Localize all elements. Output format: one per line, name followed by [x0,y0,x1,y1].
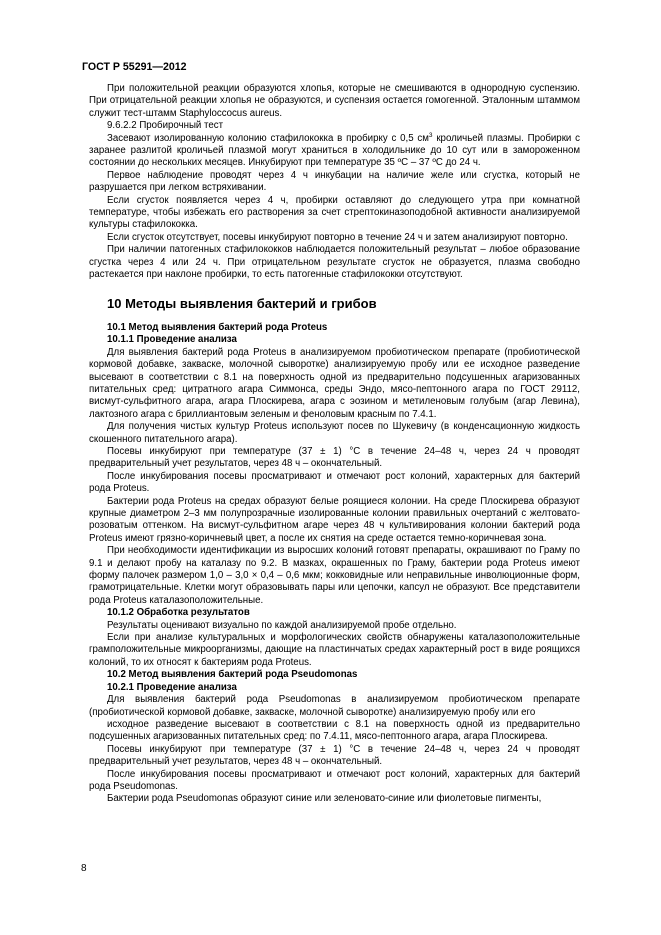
document-body [89,83,580,806]
paragraph: Для получения чистых культур Proteus используют посев по Шукевичу (в конденсационную жидкость скошенного питательного агара). [89,421,580,445]
paragraph: Бактерии рода Pseudomonas образуют синие или зеленовато-синие или фиолетовые пигменты, [107,793,542,805]
paragraph: Если сгусток появляется через 4 ч, пробирки оставляют до следующего утра при комнатной температуре, чтобы избежать его растворения за счет стрептокиназоподобной активности анализируемой культуры стафилококка. [89,194,580,231]
paragraph: После инкубирования посевы просматривают и отмечают рост колоний, характерных для бактерий рода Proteus. [89,470,580,495]
paragraph: Результаты оценивают визуально по каждой анализируемой пробе отдельно. [107,619,457,631]
paragraph: Если сгусток отсутствует, посевы инкубируют повторно в течение 24 ч и затем анализируют повторно. [107,231,568,243]
subsection-heading: 10.2 Метод выявления бактерий рода Pseudomonas [107,669,358,681]
document-header: ГОСТ Р 55291—2012 [82,61,187,73]
paragraph: Для выявления бактерий рода Proteus в анализируемом пробиотическом препарате (пробиотической кормовой добавке, закваске, молочной сыворотке) анализируемую пробу или ее исходное разведение высевают в соответствии с 8.1 на поверхность одной из предварительно подсушенных агаризованных питательных сред: цитратного агара Симмонса, среды Эндо, мясо-пептонного агара по ГОСТ 29112, висмут-сульфитного агара, агара Плоскирева, агара с эозином и метиленовым голубым (агар Левина), лактозного агара с бриллиантовым зеленым и феноловым красным по 7.4.1. [89,346,580,420]
subsection-heading: 10.1.1 Проведение анализа [107,334,237,346]
paragraph: Посевы инкубируют при температуре (37 ± 1) °С в течение 24–48 ч, через 24 ч проводят предварительный учет результатов, через 48 ч – окончательный. [89,445,580,470]
section-heading: 10 Методы выявления бактерий и грибов [107,295,377,311]
subsection-heading: 10.2.1 Проведение анализа [107,681,237,693]
paragraph: При необходимости идентификации из выросших колоний готовят препараты, окрашивают по Граму по 9.1 и делают пробу на каталазу по 9.2. В мазках, окрашенных по Граму, бактерии рода Proteus имеют форму палочек размером 1,0 – 3,0 × 0,4 – 0,6 мкм; кокковидные или неправильные инволюционные форм, грамотрицательные. Клетки могут образовывать пары или цепочки, капсул не образуют. Все представители рода Proteus каталазоположительные. [89,545,580,606]
paragraph [89,133,580,170]
paragraph-text-tail: кроличьей плазмы. Пробирки с заранее разлитой кроличьей плазмой могут храниться в холодильнике до 10 сут или в замороженном состоянии до нескольких месяцев. Инкубируют при температуре 35 ºС – 37 ºС до 24 ч. [89,132,580,169]
paragraph: Первое наблюдение проводят через 4 ч инкубации на наличие желе или сгустка, который не разрушается при легком встряхивании. [89,169,580,194]
paragraph: При наличии патогенных стафилококков наблюдается положительный результат – любое образование сгустка через 4 или 24 ч. При отрицательном результате сгусток не образуется, плазма свободно растекается при наклоне пробирки, то есть патогенные стафилококки отсутствуют. [89,244,580,281]
paragraph-text: Засевают изолированную колонию стафилококка в пробирку с 0,5 см [107,132,429,144]
subsection-heading: 10.1.2 Обработка результатов [107,607,250,619]
paragraph: Посевы инкубируют при температуре (37 ± 1) °С в течение 24–48 ч, через 24 ч проводят предварительный учет результатов, через 48 ч – окончательный. [89,743,580,768]
paragraph: Для выявления бактерий рода Pseudomonas в анализируемом пробиотическом препарате (пробиотической кормовой добавке, закваске, молочной сыворотке) анализируемую пробу или его [89,694,580,718]
superscript: 3 [428,131,433,139]
paragraph: После инкубирования посевы просматривают и отмечают рост колоний, характерных для бактерий рода Pseudomonas. [89,768,580,792]
paragraph: При положительной реакции образуются хлопья, которые не смешиваются в однородную суспензию. При отрицательной реакции хлопья не образуются, и суспензия остается гомогенной. Эталонным штаммом служит тест-штамм Staphyloccocus aureus. [89,83,580,119]
page-number: 8 [81,863,87,874]
subsection-heading: 10.1 Метод выявления бактерий рода Proteus [107,321,328,333]
paragraph: Бактерии рода Proteus на средах образуют белые роящиеся колонии. На среде Плоскирева образуют крупные диаметром 2–3 мм полупрозрачные изолированные колонии правильных очертаний с желтовато-розоватым оттенком. На висмут-сульфитном агаре через 48 ч культивирования колонии бактерий рода Proteus имеют грязно-коричневый цвет, а после их снятия на среде остается темно-коричневая зона. [89,495,580,544]
subsection-heading: 9.6.2.2 Пробирочный тест [107,120,224,132]
paragraph: исходное разведение высевают в соответствии с 8.1 на поверхность одной из предварительно подсушенных агаризованных питательных сред: по 7.4.11, мясо-пептонного агара, агара Плоскирева. [89,718,580,743]
paragraph: Если при анализе культуральных и морфологических свойств обнаружены каталазоположительные грамположительные микроорганизмы, дающие на пластинчатых средах характерный рост в виде роящихся колоний, то их относят к бактериям рода Proteus. [89,632,580,668]
